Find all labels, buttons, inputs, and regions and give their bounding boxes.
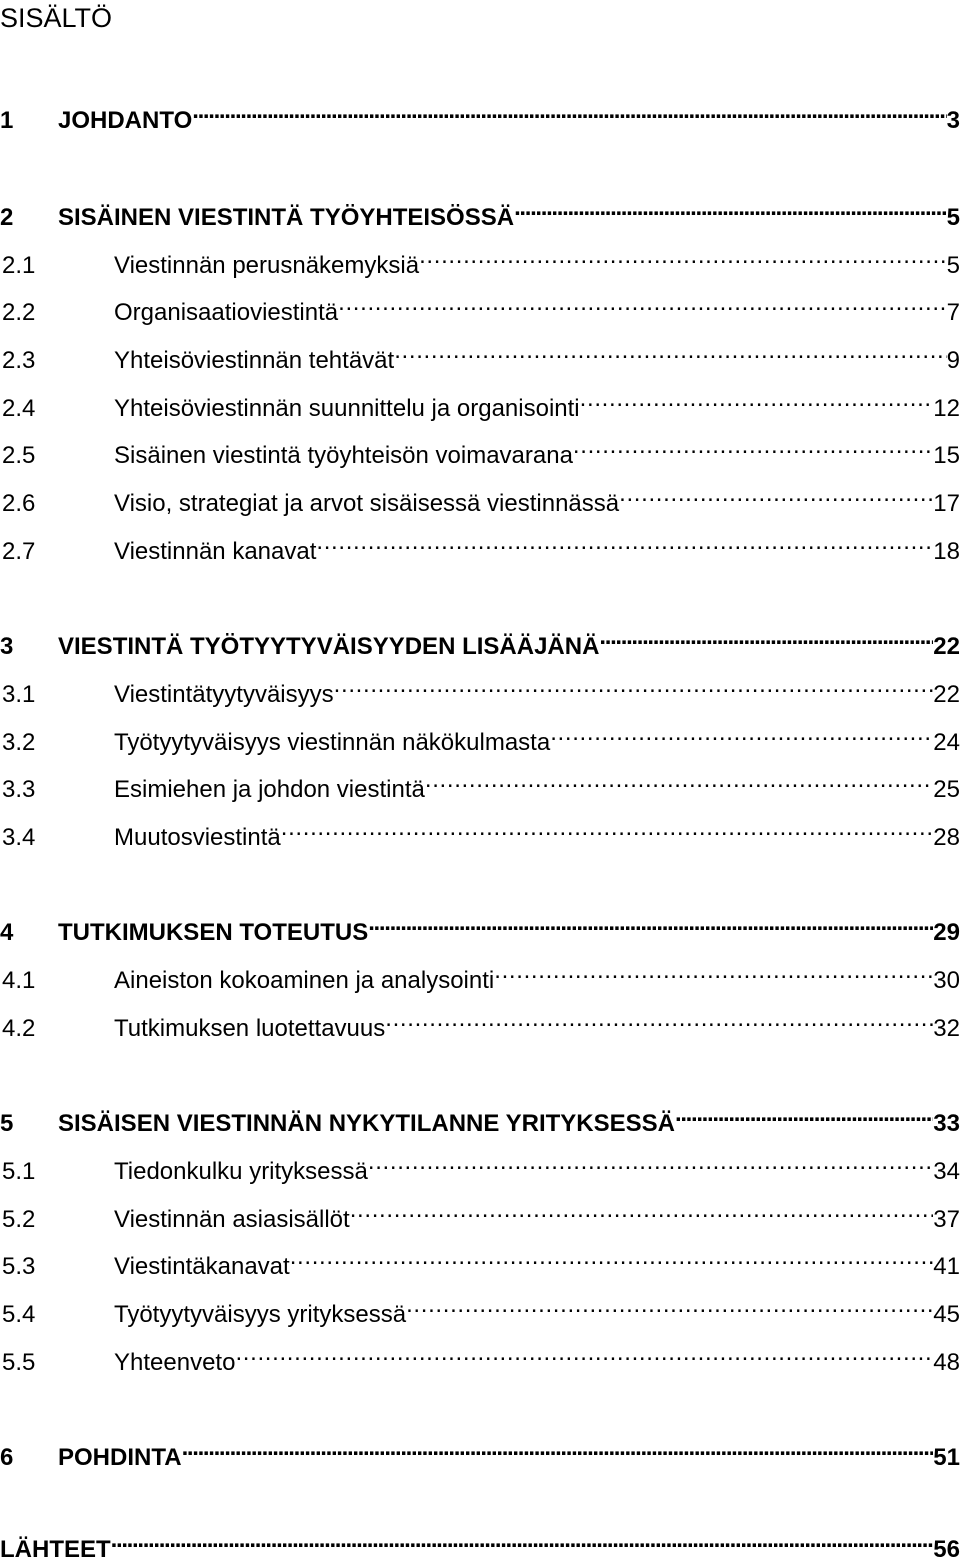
toc-entry-chapter[interactable] bbox=[0, 906, 960, 946]
toc-title: Organisaatioviestintä bbox=[114, 299, 339, 326]
toc-number: 2.7 bbox=[2, 538, 36, 565]
toc-entry-section[interactable] bbox=[0, 382, 960, 422]
toc-page-number: 29 bbox=[933, 919, 960, 946]
dot-leader bbox=[111, 1523, 934, 1557]
toc-title: Sisäinen viestintä työyhteisön voimavarana bbox=[114, 442, 573, 469]
toc-number: 5.1 bbox=[2, 1158, 36, 1185]
toc-page-number: 22 bbox=[933, 633, 960, 660]
toc-entry-section[interactable] bbox=[0, 525, 960, 565]
toc-title: SISÄINEN VIESTINTÄ TYÖYHTEISÖSSÄ bbox=[58, 204, 515, 231]
toc-title: LÄHTEET bbox=[0, 1536, 111, 1563]
toc-page-number: 30 bbox=[933, 967, 960, 994]
toc-title: Muutosviestintä bbox=[114, 824, 281, 851]
dot-leader bbox=[316, 525, 933, 559]
toc-entry-section[interactable] bbox=[0, 477, 960, 517]
toc-entry-chapter[interactable] bbox=[0, 1431, 960, 1471]
toc-number: 5.2 bbox=[2, 1206, 36, 1233]
toc-title: SISÄISEN VIESTINNÄN NYKYTILANNE YRITYKSESSÄ bbox=[58, 1110, 675, 1137]
dot-leader bbox=[514, 191, 947, 225]
toc-title: Viestinnän kanavat bbox=[114, 538, 317, 565]
toc-number: 2.6 bbox=[2, 490, 36, 517]
toc-page-number: 32 bbox=[933, 1015, 960, 1042]
toc-page-number: 25 bbox=[933, 776, 960, 803]
toc-entry-chapter[interactable] bbox=[0, 94, 960, 134]
toc-title: Tiedonkulku yrityksessä bbox=[114, 1158, 368, 1185]
toc-page-number: 24 bbox=[933, 729, 960, 756]
toc-number: 6 bbox=[0, 1444, 14, 1471]
toc-page-number: 17 bbox=[933, 490, 960, 517]
toc-entry-section[interactable] bbox=[0, 334, 960, 374]
dot-leader bbox=[599, 620, 933, 654]
dot-leader bbox=[494, 954, 933, 988]
toc-number: 2.5 bbox=[2, 442, 36, 469]
toc-title: Työtyytyväisyys yrityksessä bbox=[114, 1301, 407, 1328]
toc-page-number: 33 bbox=[933, 1110, 960, 1137]
toc-title: Yhteisöviestinnän suunnittelu ja organisointi bbox=[114, 395, 580, 422]
toc-title: Visio, strategiat ja arvot sisäisessä viestinnässä bbox=[114, 490, 620, 517]
page-title: SISÄLTÖ bbox=[0, 3, 113, 33]
toc-title: Viestinnän asiasisällöt bbox=[114, 1206, 350, 1233]
toc-number: 4.2 bbox=[2, 1015, 36, 1042]
toc-title: Yhteenveto bbox=[114, 1349, 236, 1376]
toc-page-number: 12 bbox=[933, 395, 960, 422]
toc-number: 3.4 bbox=[2, 824, 36, 851]
toc-entry-section[interactable] bbox=[0, 286, 960, 326]
toc-page-number: 5 bbox=[946, 204, 960, 231]
toc-page-number: 28 bbox=[933, 824, 960, 851]
toc-title: JOHDANTO bbox=[58, 107, 193, 134]
toc-number: 3.2 bbox=[2, 729, 36, 756]
toc-page-number: 15 bbox=[933, 442, 960, 469]
toc-page-number: 41 bbox=[933, 1253, 960, 1280]
toc-number: 4.1 bbox=[2, 967, 36, 994]
dot-leader bbox=[281, 811, 934, 845]
dot-leader bbox=[580, 382, 934, 416]
dot-leader bbox=[350, 1193, 934, 1227]
toc-page-number: 22 bbox=[933, 681, 960, 708]
toc-title: Työtyytyväisyys viestinnän näkökulmasta bbox=[114, 729, 551, 756]
dot-leader bbox=[368, 1145, 933, 1179]
toc-entry-section[interactable] bbox=[0, 1336, 960, 1376]
toc-entry-section[interactable] bbox=[0, 429, 960, 469]
toc-number: 5.3 bbox=[2, 1253, 36, 1280]
dot-leader bbox=[334, 668, 934, 702]
toc-number: 2.2 bbox=[2, 299, 36, 326]
toc-title: Viestintäkanavat bbox=[114, 1253, 290, 1280]
toc-number: 3.1 bbox=[2, 681, 36, 708]
dot-leader bbox=[419, 239, 947, 273]
toc-number: 2.3 bbox=[2, 347, 36, 374]
toc-title: TUTKIMUKSEN TOTEUTUS bbox=[58, 919, 369, 946]
toc-entry-chapter[interactable] bbox=[0, 1097, 960, 1137]
toc-entry-section[interactable] bbox=[0, 716, 960, 756]
toc-title: Tutkimuksen luotettavuus bbox=[114, 1015, 386, 1042]
dot-leader bbox=[619, 477, 933, 511]
toc-page-number: 56 bbox=[933, 1536, 960, 1563]
dot-leader bbox=[394, 334, 946, 368]
toc-number: 5 bbox=[0, 1110, 14, 1137]
toc-entry-section[interactable] bbox=[0, 763, 960, 803]
toc-page-number: 37 bbox=[933, 1206, 960, 1233]
toc-title: VIESTINTÄ TYÖTYYTYVÄISYYDEN LISÄÄJÄNÄ bbox=[58, 633, 600, 660]
toc-entry-section[interactable] bbox=[0, 811, 960, 851]
toc-title: Esimiehen ja johdon viestintä bbox=[114, 776, 425, 803]
toc-entry-section[interactable] bbox=[0, 1240, 960, 1280]
dot-leader bbox=[425, 763, 933, 797]
toc-title: Aineiston kokoaminen ja analysointi bbox=[114, 967, 495, 994]
dot-leader bbox=[182, 1431, 934, 1465]
toc-page-number: 7 bbox=[946, 299, 960, 326]
toc-page-number: 51 bbox=[933, 1444, 960, 1471]
dot-leader bbox=[192, 94, 946, 128]
dot-leader bbox=[573, 429, 933, 463]
toc-page-number: 9 bbox=[946, 347, 960, 374]
toc-number: 5.5 bbox=[2, 1349, 36, 1376]
toc-entry-section[interactable] bbox=[0, 1002, 960, 1042]
toc-page-number: 34 bbox=[933, 1158, 960, 1185]
dot-leader bbox=[406, 1288, 933, 1322]
dot-leader bbox=[675, 1097, 933, 1131]
toc-title: POHDINTA bbox=[58, 1444, 182, 1471]
toc-entry-section[interactable] bbox=[0, 239, 960, 279]
dot-leader bbox=[338, 286, 947, 320]
toc-number: 3.3 bbox=[2, 776, 36, 803]
dot-leader bbox=[385, 1002, 933, 1036]
toc-number: 2 bbox=[0, 204, 14, 231]
toc-entry-section[interactable] bbox=[0, 1145, 960, 1185]
toc-number: 4 bbox=[0, 919, 14, 946]
toc-entry-section[interactable] bbox=[0, 668, 960, 708]
toc-page-number: 5 bbox=[946, 252, 960, 279]
dot-leader bbox=[368, 906, 933, 940]
toc-title: Viestinnän perusnäkemyksiä bbox=[114, 252, 420, 279]
toc-title: Yhteisöviestinnän tehtävät bbox=[114, 347, 395, 374]
dot-leader bbox=[550, 716, 933, 750]
toc-entry-section[interactable] bbox=[0, 954, 960, 994]
toc-entry-chapter[interactable] bbox=[0, 191, 960, 231]
toc-number: 1 bbox=[0, 107, 14, 134]
toc-number: 2.1 bbox=[2, 252, 36, 279]
dot-leader bbox=[290, 1240, 934, 1274]
toc-number: 2.4 bbox=[2, 395, 36, 422]
toc-page-number: 45 bbox=[933, 1301, 960, 1328]
toc-page-number: 48 bbox=[933, 1349, 960, 1376]
toc-number: 3 bbox=[0, 633, 14, 660]
toc-number: 5.4 bbox=[2, 1301, 36, 1328]
dot-leader bbox=[235, 1336, 933, 1370]
toc-entry-chapter[interactable] bbox=[0, 620, 960, 660]
toc-page-number: 3 bbox=[946, 107, 960, 134]
toc-entry-section[interactable] bbox=[0, 1288, 960, 1328]
toc-title: Viestintätyytyväisyys bbox=[114, 681, 334, 708]
toc-page-number: 18 bbox=[933, 538, 960, 565]
toc-entry-section[interactable] bbox=[0, 1193, 960, 1233]
toc-entry-references[interactable] bbox=[0, 1523, 960, 1563]
